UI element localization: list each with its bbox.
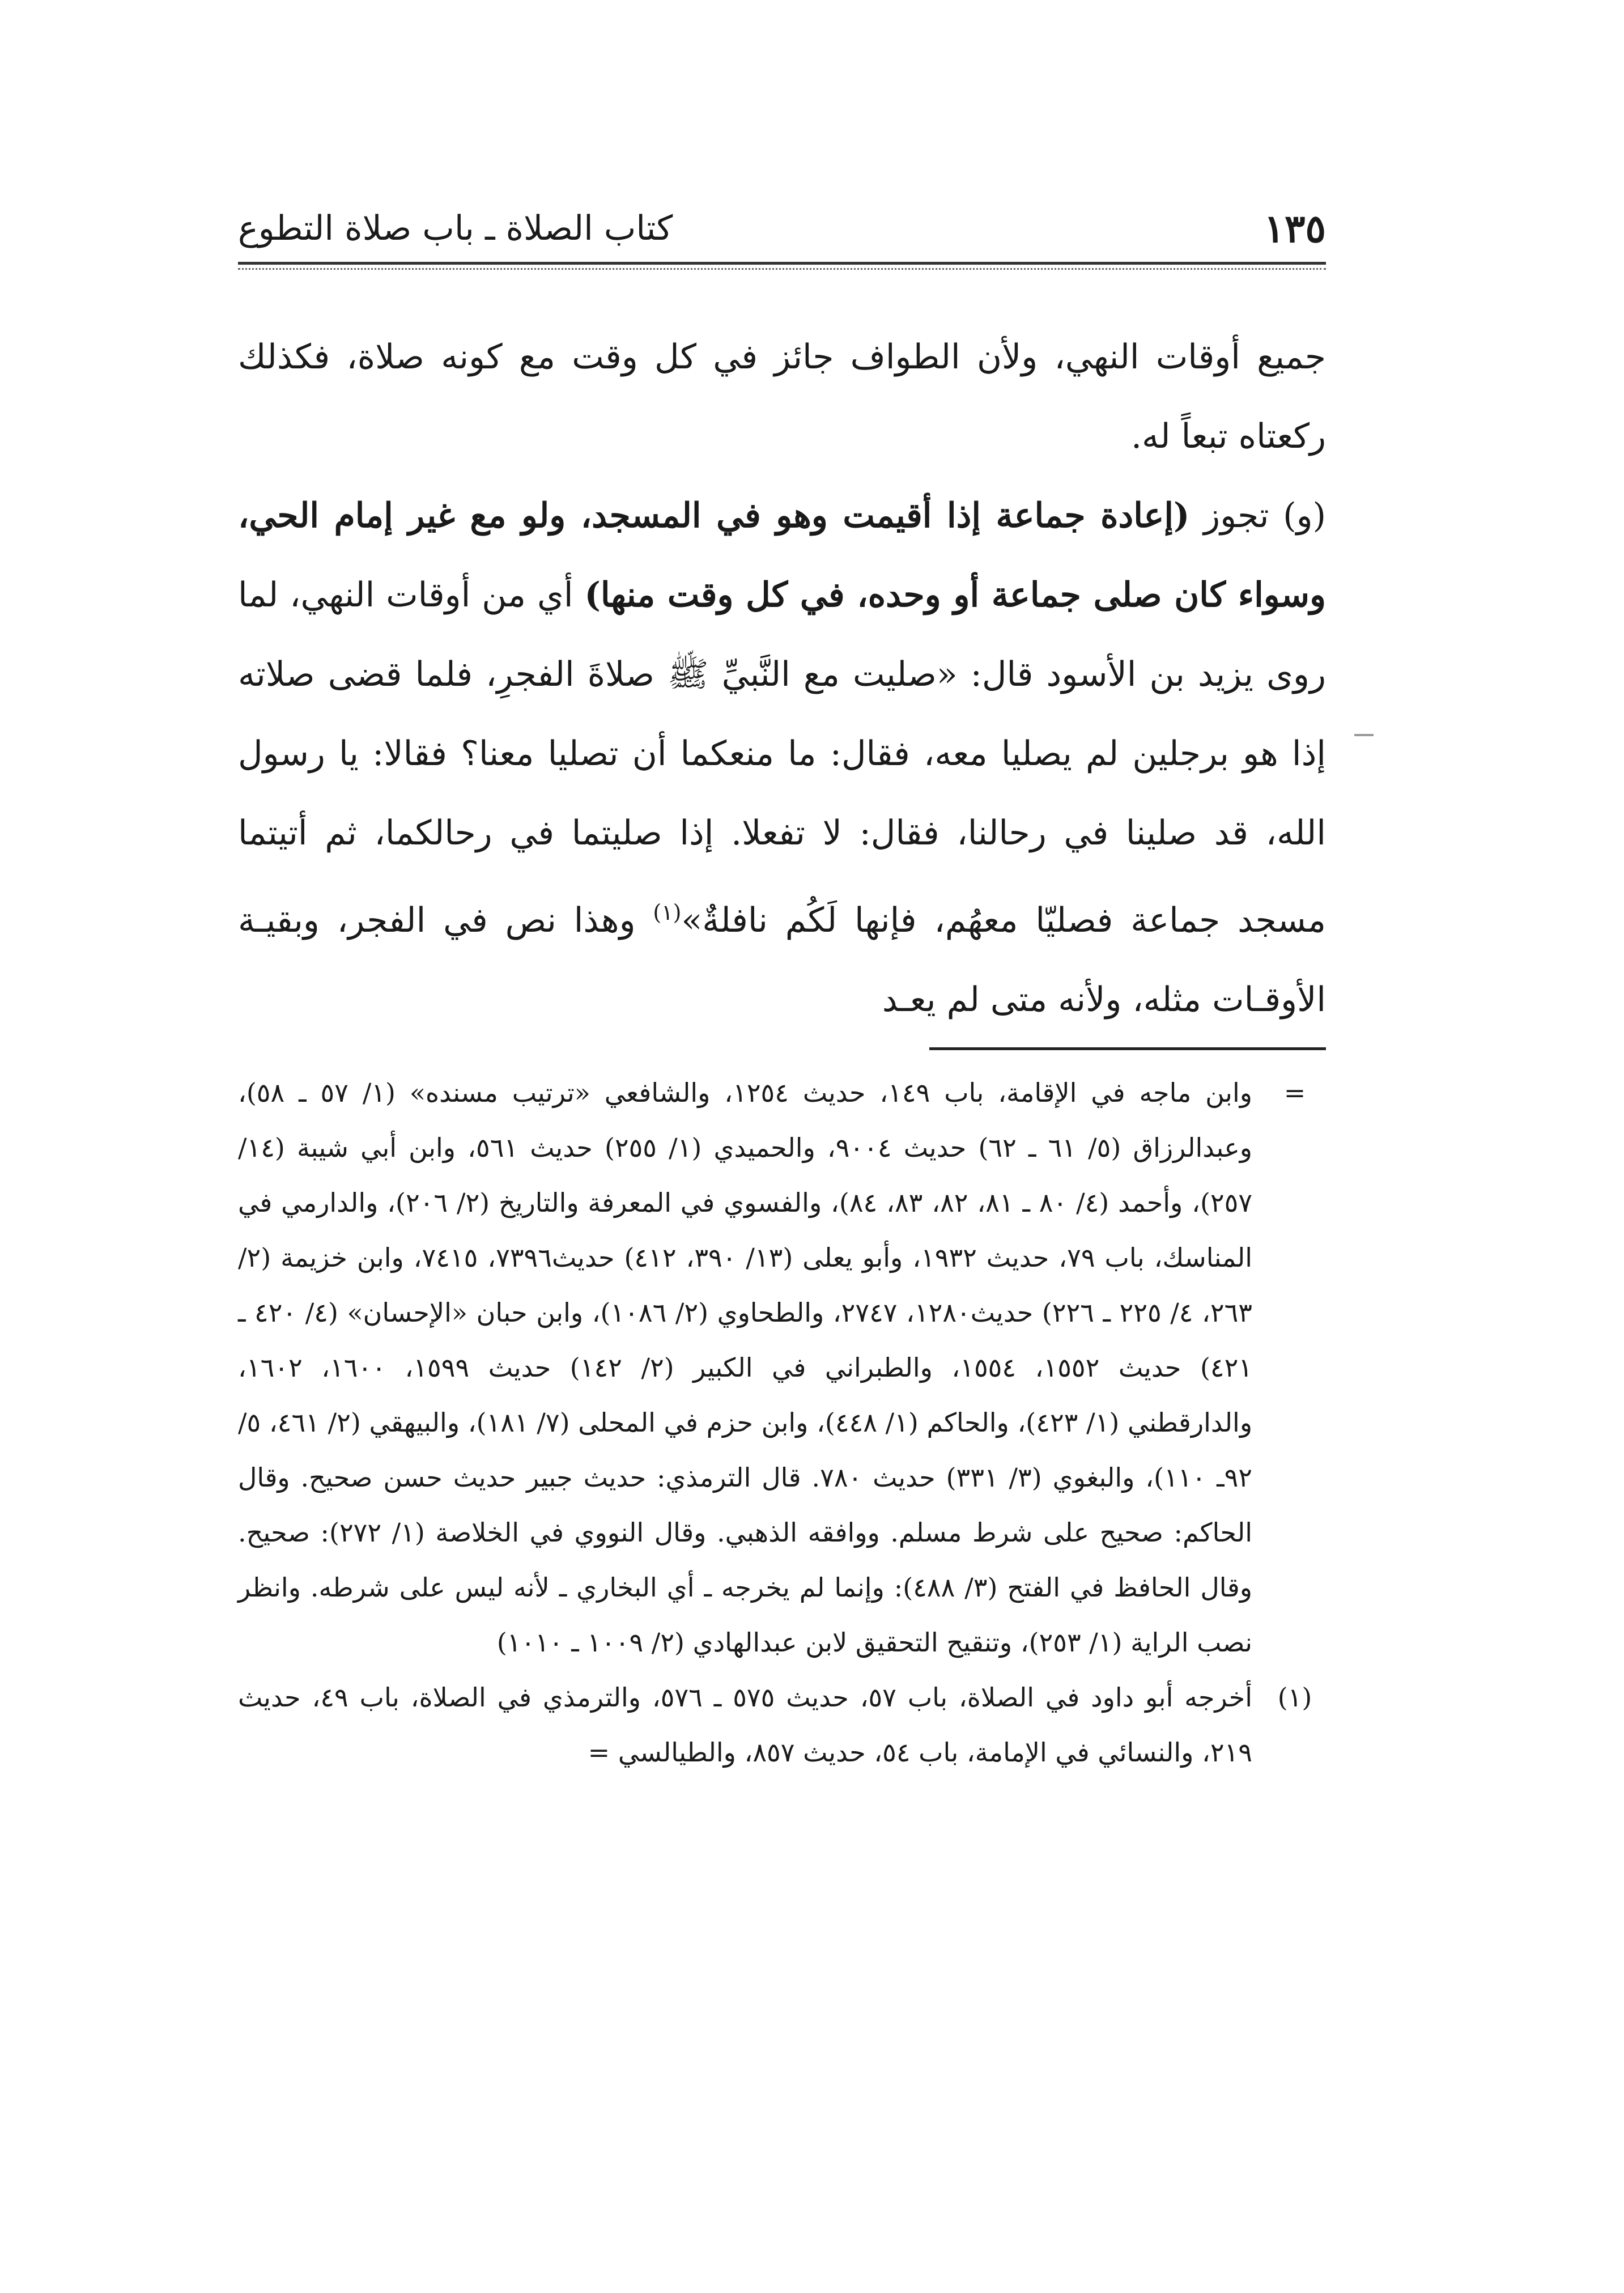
running-title: كتاب الصلاة ـ باب صلاة التطوع [238,209,673,248]
matn-bold-text: (إعادة جماعة إذا أقيمت وهو في المسجد، ولو مع غير إمام الحي، وسواء كان صلى جماعة أو وحده، في كل وقت منها) [238,496,1326,615]
footnote-marker: (١) [1277,1682,1312,1713]
margin-mark [1354,734,1374,736]
footnote-text: أخرجه أبو داود في الصلاة، باب ٥٧، حديث ٥٧٥ ـ ٥٧٦، والترمذي في الصلاة، باب ٤٩، حديث ٢١٩، والنسائي في الإمامة، باب ٥٤، حديث ٨٥٧، والطيالسي = [238,1682,1252,1768]
footnote-continued [238,1065,1326,1670]
page-header [238,204,1326,261]
paragraph-2-text: أي من أوقات النهي، لما روى يزيد بن الأسود قال: «صليت مع النَّبيِّ ﷺ صلاةَ الفجرِ، فلما قضى صلاته إذا هو برجلين لم يصليا معه، فقال: ما منعكما أن تصليا معنا؟ فقالا: يا رسول الله، قد صلينا في رحالنا، فقال: لا تفعلا. إذا صليتما في رحالكما، ثم أتيتما مسجد جماعة فصليّا معهُم، فإنها لَكُم نافلةٌ» [238,575,1327,940]
footnotes [238,1065,1326,1780]
footnote-reference: (١) [653,900,682,925]
paragraph-2-ending: وهذا نص في الفجر، وبقيـة الأوقـات مثله، ولأنه متى لم يعـد [238,901,1326,1020]
footnote-1 [238,1670,1326,1780]
footnote-separator [929,1047,1326,1050]
paragraph-2 [238,476,1326,1039]
main-text [238,317,1326,1039]
paragraph-2-prefix: (و) تجوز [1204,496,1327,536]
footnote-marker: = [1283,1077,1306,1108]
paragraph-1: جميع أوقات النهي، ولأن الطواف جائز في كل وقت مع كونه صلاة، فكذلك ركعتاه تبعاً له. [238,337,1326,456]
footnote-text: وابن ماجه في الإقامة، باب ١٤٩، حديث ١٢٥٤، والشافعي «ترتيب مسنده» (١/ ٥٧ ـ ٥٨)، وعبدالرزاق (٥/ ٦١ ـ ٦٢) حديث ٩٠٠٤، والحميدي (١/ ٢٥٥) حديث ٥٦١، وابن أبي شيبة (١٤/ ٢٥٧)، وأحمد (٤/ ٨٠ ـ ٨١، ٨٢، ٨٣، ٨٤)، والفسوي في المعرفة والتاريخ (٢/ ٢٠٦)، والدارمي في المناسك، باب ٧٩، حديث ١٩٣٢، وأبو يعلى (١٣/ ٣٩٠، ٤١٢) حديث٧٣٩٦، ٧٤١٥، وابن خزيمة (٢/ ٢٦٣، ٤/ ٢٢٥ ـ ٢٢٦) حديث١٢٨٠، ٢٧٤٧، والطحاوي (٢/ ١٠٨٦)، وابن حبان «الإحسان» (٤/ ٤٢٠ ـ ٤٢١) حديث ١٥٥٢، ١٥٥٤، والطبراني في الكبير (٢/ ١٤٢) حديث ١٥٩٩، ١٦٠٠، ١٦٠٢، والدارقطني (١/ ٤٢٣)، والحاكم (١/ ٤٤٨)، وابن حزم في المحلى (٧/ ١٨١)، والبيهقي (٢/ ٤٦١، ٥/ ٩٢ـ ١١٠)، والبغوي (٣/ ٣٣١) حديث ٧٨٠. قال الترمذي: حديث جبير حديث حسن صحيح. وقال الحاكم: صحيح على شرط مسلم. ووافقه الذهبي. وقال النووي في الخلاصة (١/ ٢٧٢): صحيح. وقال الحافظ في الفتح (٣/ ٤٨٨): وإنما لم يخرجه ـ أي البخاري ـ لأنه ليس على شرطه. وانظر نصب الراية (١/ ٢٥٣)، وتنقيح التحقيق لابن عبدالهادي (٢/ ١٠٠٩ ـ ١٠١٠) [238,1077,1253,1658]
header-rule [238,262,1326,270]
page-number: ١٣٥ [1264,206,1326,252]
